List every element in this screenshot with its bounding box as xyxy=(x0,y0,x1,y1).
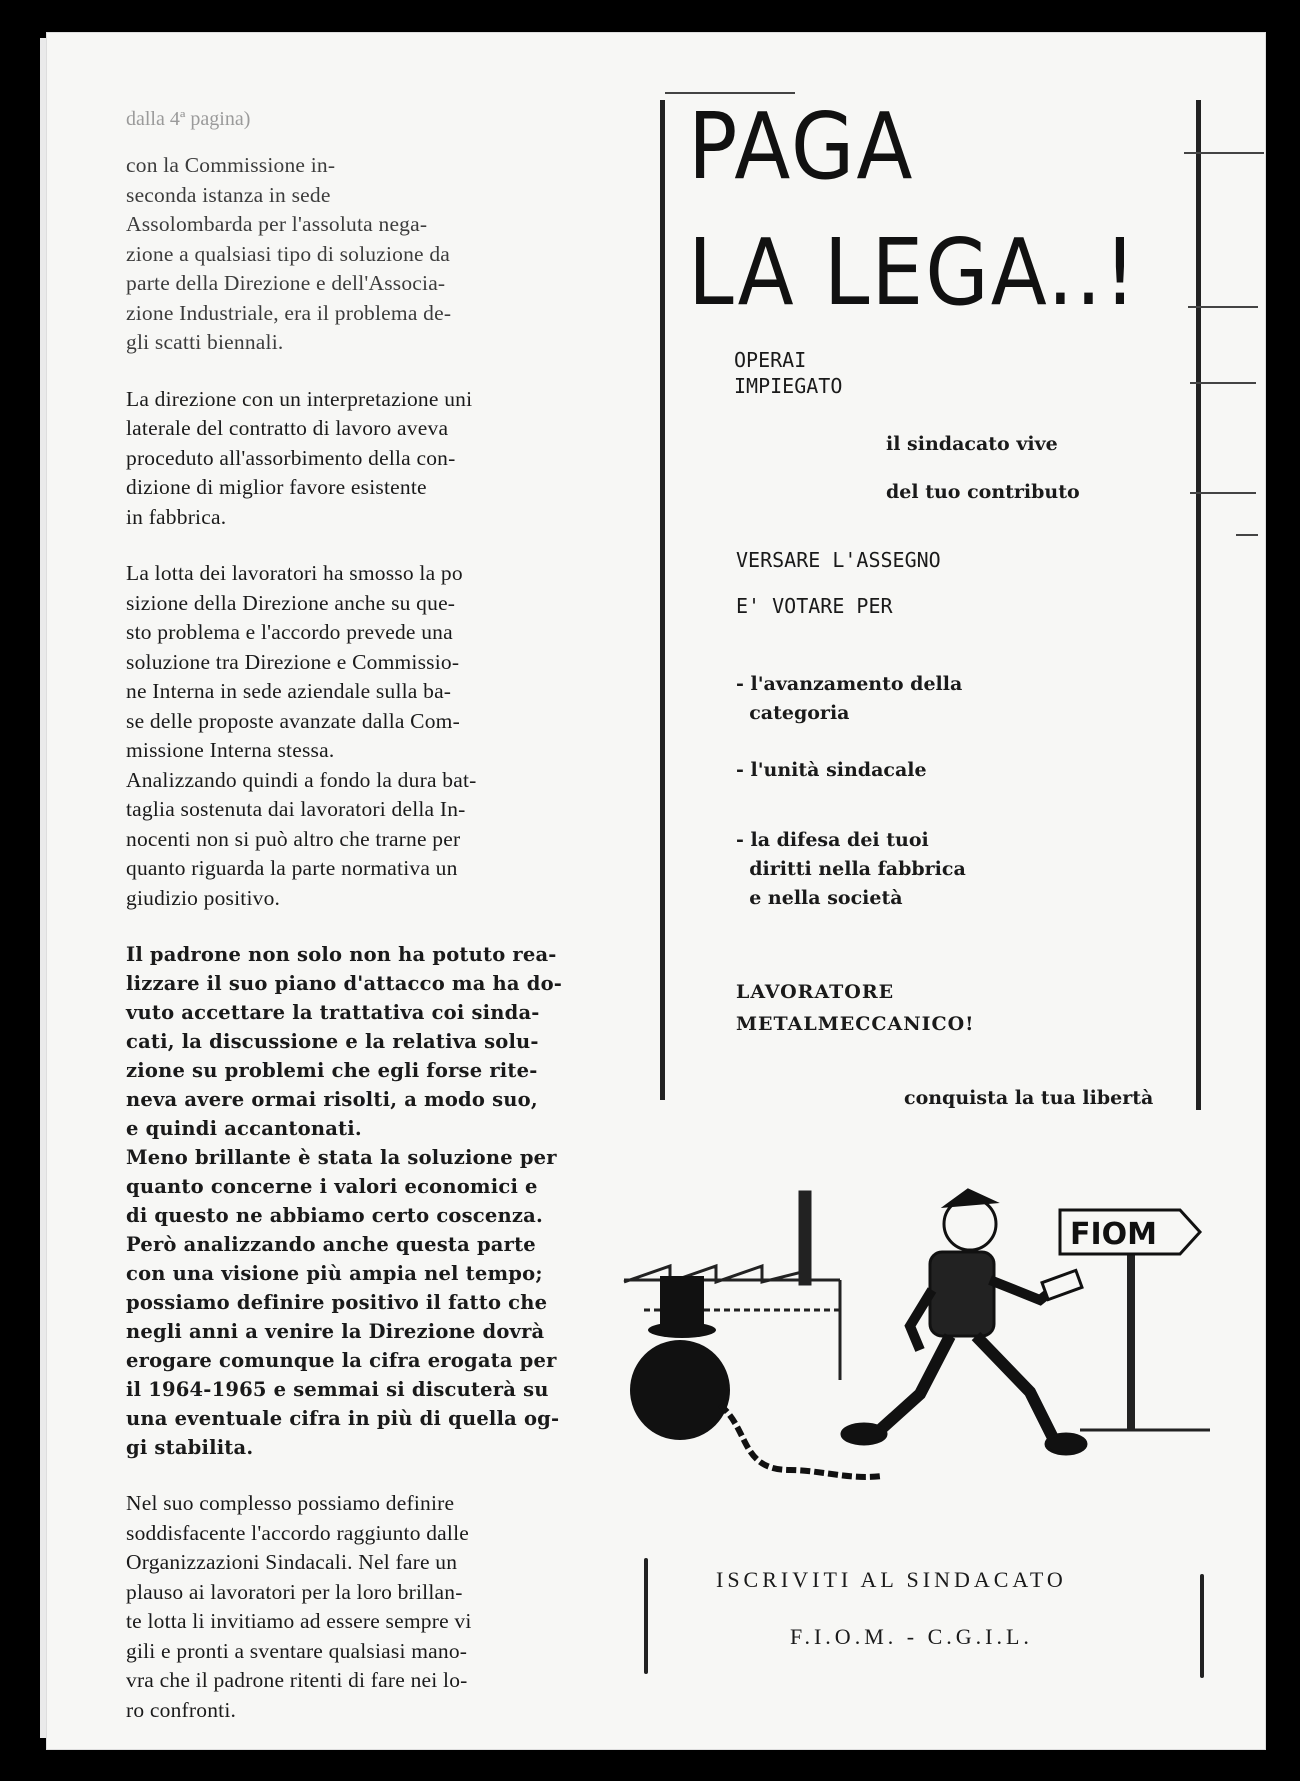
list-item-unita: - l'unità sindacale xyxy=(736,759,927,781)
slogan-sindacato-vive: il sindacato vive xyxy=(886,433,1058,455)
headline-paga: PAGA xyxy=(688,94,915,201)
continued-from-note: dalla 4ª pagina) xyxy=(126,108,251,130)
footer-right-bracket xyxy=(1200,1574,1204,1678)
frame-side-stroke-3 xyxy=(1190,382,1256,384)
frame-side-stroke-1 xyxy=(1184,152,1264,154)
fiom-signpost-icon xyxy=(1060,1210,1210,1430)
audience-impiegato: IMPIEGATO xyxy=(734,374,843,398)
article-paragraph-5: Nel suo complesso possiamo definire soddisfacente l'accordo raggiunto dalle Organizzazioni Sindacali. Nel fare un plauso ai lavoratori per la loro brillan- te lotta li invitiamo ad essere sempre vi gili e pronti a sventare qualsiasi mano- vra che il padrone ritenti di fare nei lo- ro confronti. xyxy=(126,1491,472,1722)
article-paragraph-1: con la Commissione in- seconda istanza in sede Assolombarda per l'assoluta nega- zione a qualsiasi tipo di soluzione da parte della Direzione e dell'Associa- zione Industriale, era il problema de- gli scatti biennali. xyxy=(126,153,452,354)
article-paragraph-2: La direzione con un interpretazione uni laterale del contratto di lavoro aveva proceduto all'assorbimento della con- dizione di miglior favore esistente in fabbrica. xyxy=(126,386,473,529)
frame-right-rule xyxy=(1196,100,1201,1110)
slogan-tuo-contributo: del tuo contributo xyxy=(886,481,1080,503)
call-votare-per: E' VOTARE PER xyxy=(736,594,893,618)
article-paragraph-3: La lotta dei lavoratori ha smosso la po sizione della Direzione anche su que- sto problema e l'accordo prevede una soluzione tra Direzione e Commissio- ne Interna in sede aziendale sulla ba- se delle proposte avanzate dalla Com- missione Interna stessa. Analizzando quindi a fondo la dura bat- taglia sostenuta dai lavoratori della In- nocenti non si può altro che trarne per quanto riguarda la parte normativa un giudizio positivo. xyxy=(126,561,477,910)
call-versare-assegno: VERSARE L'ASSEGNO xyxy=(736,548,941,572)
cartoon-illustration xyxy=(620,1180,1220,1510)
running-worker-icon xyxy=(842,1190,1086,1454)
list-item-avanzamento: - l'avanzamento della categoria xyxy=(736,673,963,724)
headline-la-lega: LA LEGA..! xyxy=(688,220,1139,327)
worker-label-2: METALMECCANICO! xyxy=(736,1013,975,1035)
footer-fiom-cgil: F.I.O.M. - C.G.I.L. xyxy=(790,1624,1033,1649)
ball-and-chain-icon xyxy=(630,1276,882,1477)
footer-iscriviti: ISCRIVITI AL SINDACATO xyxy=(716,1567,1067,1592)
worker-label-1: LAVORATORE xyxy=(736,981,895,1003)
frame-left-rule xyxy=(660,100,665,1100)
article-paragraph-4: Il padrone non solo non ha potuto rea- lizzare il suo piano d'attacco ma ha do- vuto accettare la trattativa coi sinda- cati, la discussione e la relativa solu- zione su problemi che egli forse rite- neva avere ormai risolti, a modo suo, e quindi accantonati. Meno brillante è stata la soluzione per quanto concerne i valori economici e di questo ne abbiamo certo coscenza. Però analizzando anche questa parte con una visione più ampia nel tempo; possiamo definire positivo il fatto che negli anni a venire la Direzione dovrà erogare comunque la cifra erogata per il 1964-1965 e semmai si discuterà su una eventuale cifra in più di quella og- gi stabilita. xyxy=(126,943,563,1459)
audience-operai: OPERAI xyxy=(734,348,807,372)
list-item-difesa: - la difesa dei tuoi diritti nella fabbrica e nella società xyxy=(736,829,966,909)
frame-side-stroke-5 xyxy=(1236,534,1258,536)
freedom-slogan: conquista la tua libertà xyxy=(904,1087,1154,1109)
frame-side-stroke-4 xyxy=(1190,492,1256,494)
frame-side-stroke-2 xyxy=(1188,306,1258,308)
footer-left-bracket xyxy=(644,1558,648,1674)
article-column xyxy=(126,108,626,1752)
fiom-sign-label: FIOM xyxy=(1070,1217,1158,1252)
